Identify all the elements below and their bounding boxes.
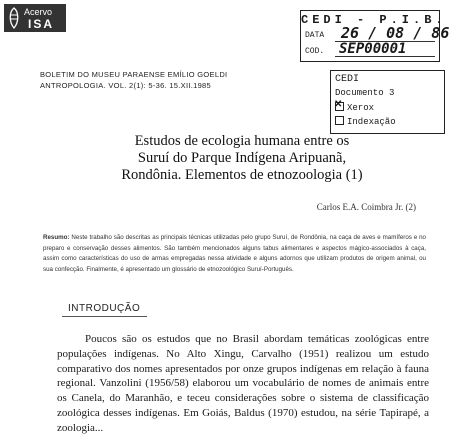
empty-box-icon <box>335 116 344 125</box>
logo-line-2: ISA <box>28 17 55 31</box>
fish-icon <box>7 7 21 29</box>
cedi-pib-stamp <box>300 10 449 62</box>
abstract-text: Neste trabalho são descritas as principais técnicas utilizadas pelo grupo Suruí, de Rondônia, na caça de aves e mamíferos e no preparo e conservação desses alimentos. São também mencionados alguns tabus alimentares e aspectos mágico-associados à caça, assim como características do uso de armas empregadas nessa atividade e alguns adornos que utilizam produtos de origem animal, ou sua confecção. Finalmente, é apresentado um glossário de etnozoológico Suruí-Português. <box>43 234 426 273</box>
abstract-label: Resumo: <box>43 234 70 241</box>
body-paragraph: Poucos são os estudos que no Brasil abordam temáticas zoológicas entre populações indígenas. No Alto Xingu, Carvalho (1951) realizou um estudo comparativo dos nomes apresentados por onze grupos indígenas em relação à fauna regional. Vanzolini (1956/58) elaborou um vocabulário de nomes de animais entre os Canela, do Maranhão, e teceu considerações sobre o sistema de classificação zoológica desses indígenas. Em Goiás, Baldus (1970) estudou, na série Tapirapé, a zoologia... <box>57 333 429 434</box>
title-line-2: Suruí do Parque Indígena Aripuanã, <box>137 150 347 166</box>
stamp2-check-index: Indexação <box>335 116 396 127</box>
logo-line-1: Acervo <box>24 7 53 17</box>
stamp-data-value: 26 / 08 / 86 <box>341 24 449 42</box>
journal-header-line-2: ANTROPOLOGIA. VOL. 2(1): 5-36. 15.XII.1985 <box>40 81 212 90</box>
acervo-isa-logo <box>4 4 66 32</box>
stamp-data-label: DATA <box>305 31 325 40</box>
stamp2-check-xerox: ✕Xerox <box>335 102 374 113</box>
checked-box-icon <box>335 102 344 111</box>
stamp2-title: CEDI <box>335 74 360 85</box>
title-line-3: Rondônia. Elementos de etnozoologia (1) <box>121 167 363 183</box>
cedi-document-stamp <box>330 70 445 134</box>
stamp2-document: Documento 3 <box>335 88 395 98</box>
author: Carlos E.A. Coimbra Jr. (2) <box>316 202 416 212</box>
section-rule <box>62 316 147 317</box>
stamp-cod-value: SEP00001 <box>339 41 407 57</box>
article-title <box>96 133 388 184</box>
title-line-1: Estudos de ecologia humana entre os <box>134 133 350 149</box>
stamp-cod-label: COD. <box>305 47 325 56</box>
journal-header-line-1: BOLETIM DO MUSEU PARAENSE EMÍLIO GOELDI <box>40 70 228 79</box>
abstract <box>43 233 426 275</box>
stamp-title: CEDI - P.I.B. <box>301 13 447 27</box>
section-heading: INTRODUÇÃO <box>68 303 141 314</box>
